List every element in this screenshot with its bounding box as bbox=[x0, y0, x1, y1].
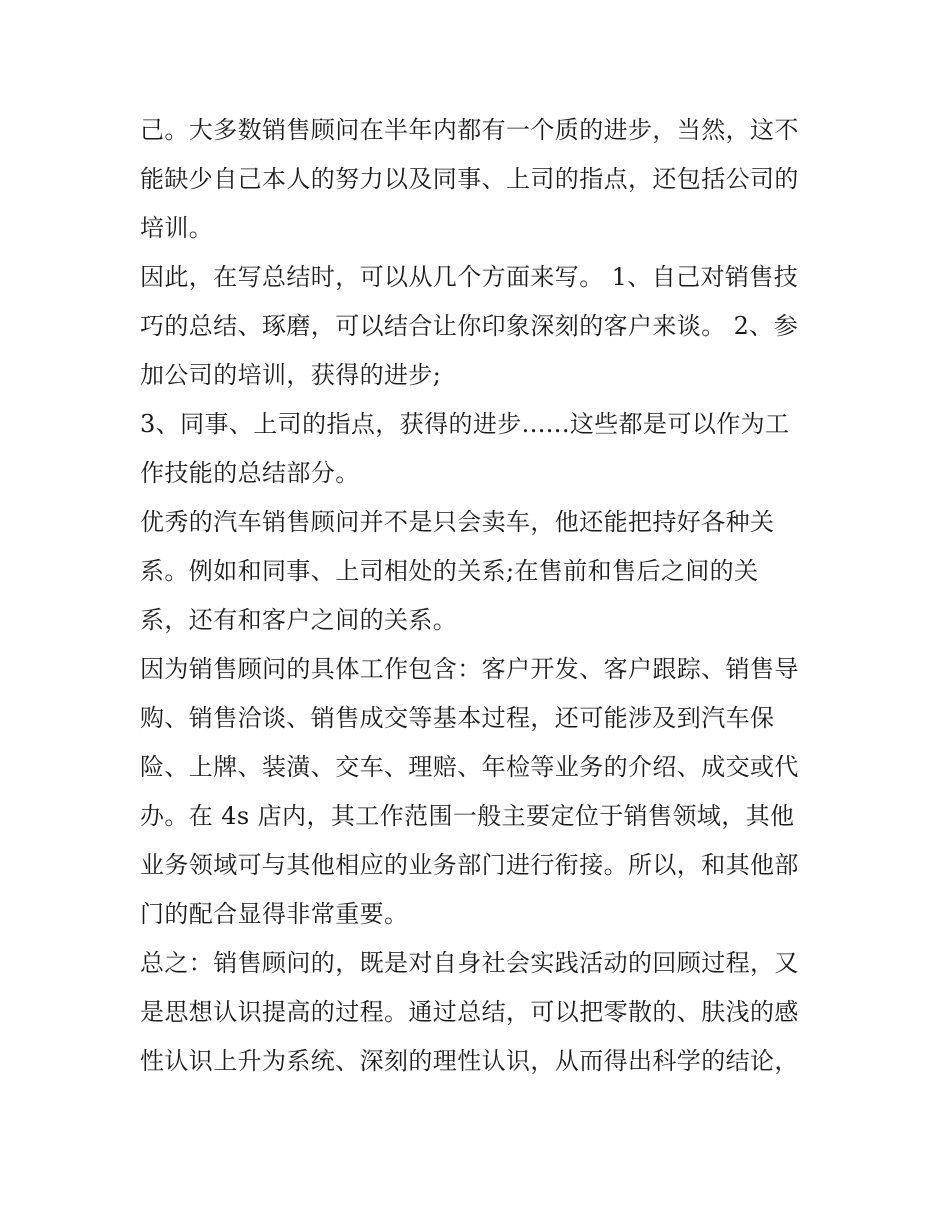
text-line: 购、销售洽谈、销售成交等基本过程，还可能涉及到汽车保 bbox=[140, 704, 775, 732]
text-line: 优秀的汽车销售顾问并不是只会卖车，他还能把持好各种关 bbox=[140, 508, 775, 536]
document-body bbox=[140, 106, 820, 1086]
text-line: 险、上牌、装潢、交车、理赔、年检等业务的介绍、成交或代 bbox=[140, 753, 799, 781]
text-line: 因此，在写总结时，可以从几个方面来写。 1、自己对销售技 bbox=[140, 263, 799, 291]
text-line: 作技能的总结部分。 bbox=[140, 459, 360, 487]
text-line: 业务领域可与其他相应的业务部门进行衔接。所以，和其他部 bbox=[140, 851, 799, 879]
text-line: 系。例如和同事、上司相处的关系;在售前和售后之间的关 bbox=[140, 557, 759, 585]
text-line: 门的配合显得非常重要。 bbox=[140, 900, 409, 928]
text-line: 能缺少自己本人的努力以及同事、上司的指点，还包括公司的 bbox=[140, 165, 799, 193]
text-line: 办。在 4s 店内，其工作范围一般主要定位于销售领域，其他 bbox=[140, 802, 795, 830]
text-line: 总之：销售顾问的，既是对自身社会实践活动的回顾过程，又 bbox=[140, 949, 799, 977]
text-line: 培训。 bbox=[140, 214, 214, 242]
text-line: 因为销售顾问的具体工作包含：客户开发、客户跟踪、销售导 bbox=[140, 655, 799, 683]
text-line: 巧的总结、琢磨，可以结合让你印象深刻的客户来谈。 2、参 bbox=[140, 312, 799, 340]
text-line: 3、同事、上司的指点，获得的进步......这些都是可以作为工 bbox=[140, 410, 790, 438]
text-line: 系，还有和客户之间的关系。 bbox=[140, 606, 458, 634]
text-line: 己。大多数销售顾问在半年内都有一个质的进步，当然，这不 bbox=[140, 116, 799, 144]
text-line: 加公司的培训，获得的进步; bbox=[140, 361, 442, 389]
text-line: 是思想认识提高的过程。通过总结，可以把零散的、肤浅的感 bbox=[140, 998, 799, 1026]
text-line: 性认识上升为系统、深刻的理性认识，从而得出科学的结论， bbox=[140, 1047, 799, 1075]
